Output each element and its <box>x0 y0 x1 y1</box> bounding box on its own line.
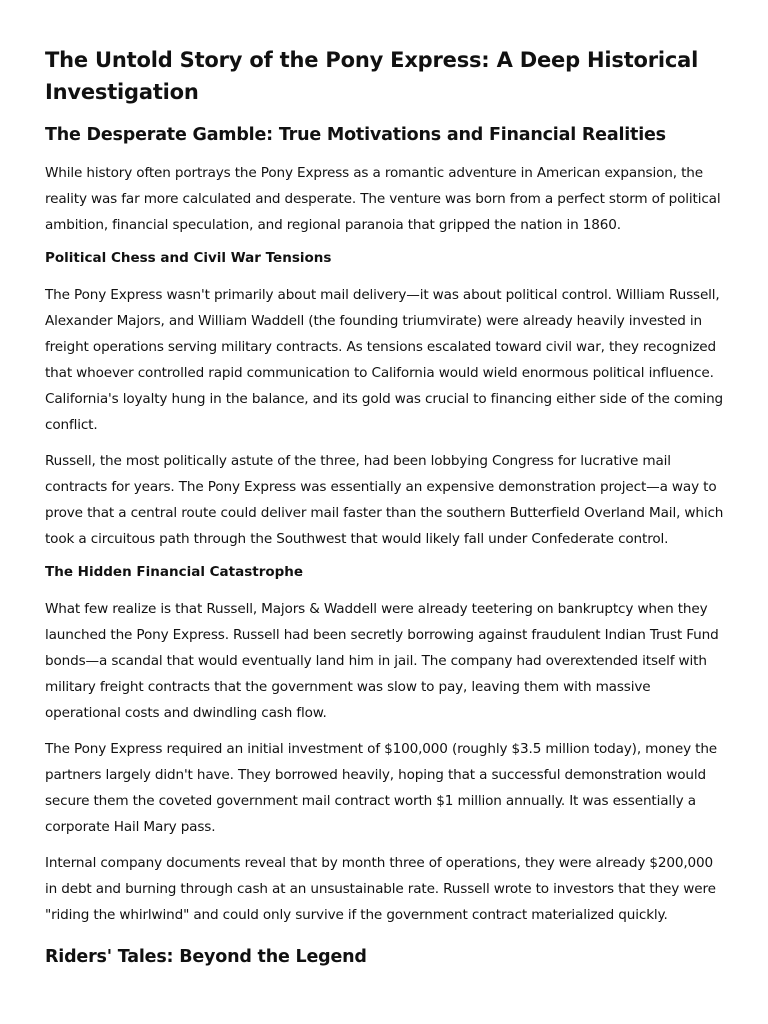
paragraph-internal-documents: Internal company documents reveal that by month three of operations, they were already $200,000 in debt and burning through cash at an unsustainable rate. Russell wrote to investors that they were "riding the whirlwind" and could only survive if the government contract materialized quickly. <box>45 855 716 923</box>
subsection-heading-financial-catastrophe: The Hidden Financial Catastrophe <box>45 564 304 580</box>
section-heading-riders-tales: Riders' Tales: Beyond the Legend <box>45 947 367 967</box>
paragraph-initial-investment: The Pony Express required an initial investment of $100,000 (roughly $3.5 million today), money the partners largely didn't have. They borrowed heavily, hoping that a successful demonstration would secure them the coveted government mail contract worth $1 million annually. It was essentially a corporate Hail Mary pass. <box>45 741 718 835</box>
section-heading-desperate-gamble: The Desperate Gamble: True Motivations and Financial Realities <box>45 125 666 145</box>
paragraph-russell-lobbying: Russell, the most politically astute of the three, had been lobbying Congress for lucrative mail contracts for years. The Pony Express was essentially an expensive demonstration project—a way to prove that a central route could deliver mail faster than the southern Butterfield Overland Mail, which took a circuitous path through the Southwest that would likely fall under Confederate control. <box>45 453 724 547</box>
paragraph-political-control: The Pony Express wasn't primarily about mail delivery—it was about political control. William Russell, Alexander Majors, and William Waddell (the founding triumvirate) were already heavily invested in freight operations serving military contracts. As tensions escalated toward civil war, they recognized that whoever controlled rapid communication to California would wield enormous political influence. California's loyalty hung in the balance, and its gold was crucial to financing either side of the coming conflict. <box>45 287 724 433</box>
document-title: The Untold Story of the Pony Express: A Deep Historical Investigation <box>45 48 699 104</box>
subsection-heading-political-chess: Political Chess and Civil War Tensions <box>45 250 332 266</box>
section-intro-paragraph: While history often portrays the Pony Express as a romantic adventure in American expansion, the reality was far more calculated and desperate. The venture was born from a perfect storm of political ambition, financial speculation, and regional paranoia that gripped the nation in 1860. <box>45 165 721 233</box>
paragraph-bankruptcy: What few realize is that Russell, Majors & Waddell were already teetering on bankruptcy when they launched the Pony Express. Russell had been secretly borrowing against fraudulent Indian Trust Fund bonds—a scandal that would eventually land him in jail. The company had overextended itself with military freight contracts that the government was slow to pay, leaving them with massive operational costs and dwindling cash flow. <box>45 601 719 721</box>
